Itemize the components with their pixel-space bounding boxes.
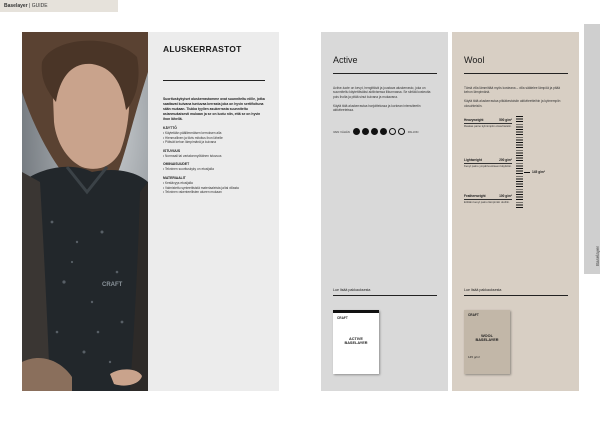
section-heading: MATERIAALIT (163, 175, 186, 180)
weight-desc: Erittäin kevyt paino lämpimiin oloihin. (464, 200, 510, 205)
weight-marker (524, 170, 545, 174)
wool-pack-name: WOOL BASELAYER (475, 334, 499, 343)
weight-light (464, 158, 512, 169)
wool-panel (452, 32, 579, 391)
section-heading: OMINAISUUDET (163, 162, 190, 167)
weight-value: 100 g/m² (499, 194, 512, 199)
section-heading: KÄYTTÖ (163, 126, 177, 130)
wool-title: Wool (464, 55, 485, 65)
weight-desc: Raskas paino kylmimpiin olosuhteisiin. (464, 124, 512, 129)
intro-title: ALUSKERRASTOT (163, 44, 242, 54)
active-pack-image (333, 310, 379, 374)
warmth-dot (398, 128, 405, 135)
side-tab (584, 24, 600, 274)
intro-section (163, 149, 267, 159)
weight-label: Featherweight (464, 194, 486, 199)
wool-pack-image (464, 310, 510, 374)
wool-available-label: Lue lisää pakkauksesta (464, 288, 502, 292)
weight-feather (464, 194, 512, 205)
weight-label: Lightweight (464, 158, 482, 163)
active-title: Active (333, 55, 358, 65)
weight-desc: Kevyt paino ympärivuotiseen käyttöön. (464, 164, 512, 169)
wool-description: Tämä villa lämmittää myös kosteana – villa säätelee lämpöä ja pitää kehon lämpimänä. Käytä tätä aluskerrastoa pitkäkestoisiin aktiviteetteihin ja kylmempiin olosuhteisiin. (464, 86, 561, 108)
warmth-dot (389, 128, 396, 135)
active-panel (321, 32, 448, 391)
active-available-label: Lue lisää pakkauksesta (333, 288, 371, 292)
warmth-dot (353, 128, 360, 135)
active-description: Active-tuote on kevyt, hengittävä ja joustava aluskerrasto, joka on suunniteltu käytettäväksi aktiivisessa liikunnassa. Se siirtää kosteutta pois iholta ja pitää sinut kuivana ja mukavana. Käytä tätä aluskerrastoa harjoittelussa ja korkean intensiteetin aktiviteeteissa. (333, 86, 431, 113)
weight-label: Heavyweight (464, 118, 484, 123)
wool-pack-brand: CRAFT (468, 313, 479, 317)
warmth-high-label: PALJON (407, 129, 419, 134)
warmth-dot (371, 128, 378, 135)
weight-heavy (464, 118, 512, 129)
section-text: • Kestävyys etusijalla • Valmistettu synteettisistä materiaaleista ja/tai villasta • Tekninen rakenteellisten alueen mukaan (163, 180, 239, 195)
wool-pack-weight: 145 g/m² (468, 354, 480, 359)
header-tab: Baselayer | GUIDE (0, 0, 118, 12)
intro-divider (163, 80, 265, 81)
model-illustration (22, 32, 148, 391)
model-photo (22, 32, 148, 391)
active-divider (333, 73, 437, 74)
weight-value: 500 g/m² (499, 118, 512, 123)
intro-panel (148, 32, 279, 391)
intro-text: Suorituskykyiset aluskerrastomme ovat suunniteltu niille, jotka saattavat kuivana tuntuvaa kerrasta joka on hyvin sertifioituna sään mukaan. Tiukka tyylien asukerrasta suunniteltu asianmukaisesti mukaan ja se on luotu niin, että se on hyvin ihon lähellä. (163, 97, 265, 121)
intro-section (163, 126, 267, 145)
wool-available-divider (464, 295, 568, 296)
intro-section (163, 176, 267, 195)
wool-weight-scale (464, 116, 567, 226)
warmth-dot (362, 128, 369, 135)
header-section: GUIDE (31, 3, 48, 9)
warmth-low-label: VAIN VÄHÄN (333, 129, 350, 134)
shirt-logo: CRAFT (102, 282, 123, 288)
wool-divider (464, 73, 568, 74)
active-pack-name: ACTIVE BASELAYER (344, 337, 368, 346)
weight-value: 200 g/m² (499, 158, 512, 163)
header-brand: Baselayer (4, 3, 28, 9)
intro-section (163, 162, 267, 172)
active-pack-brand: CRAFT (337, 316, 348, 320)
active-available-divider (333, 295, 437, 296)
section-heading: ISTUVUUS (163, 148, 181, 153)
warmth-dots (353, 128, 405, 135)
warmth-scale (333, 128, 436, 135)
weight-marker-value: 145 g/m² (532, 170, 545, 175)
section-text: • Tekninen suorituskyky on etusijalla (163, 167, 214, 172)
section-text: • Normaali tai vartalonmyötäinen istuvuus (163, 153, 222, 158)
weight-ruler (516, 116, 523, 208)
side-tab-label: Baselayer (595, 246, 600, 267)
section-text: • Käytetään päällimmäisen kerroksen alla • Hienmallinen ja tiivis mitoitus ihon lähelle • Pitävät kehon lämpimänä ja kuivana (163, 131, 223, 145)
warmth-dot (380, 128, 387, 135)
